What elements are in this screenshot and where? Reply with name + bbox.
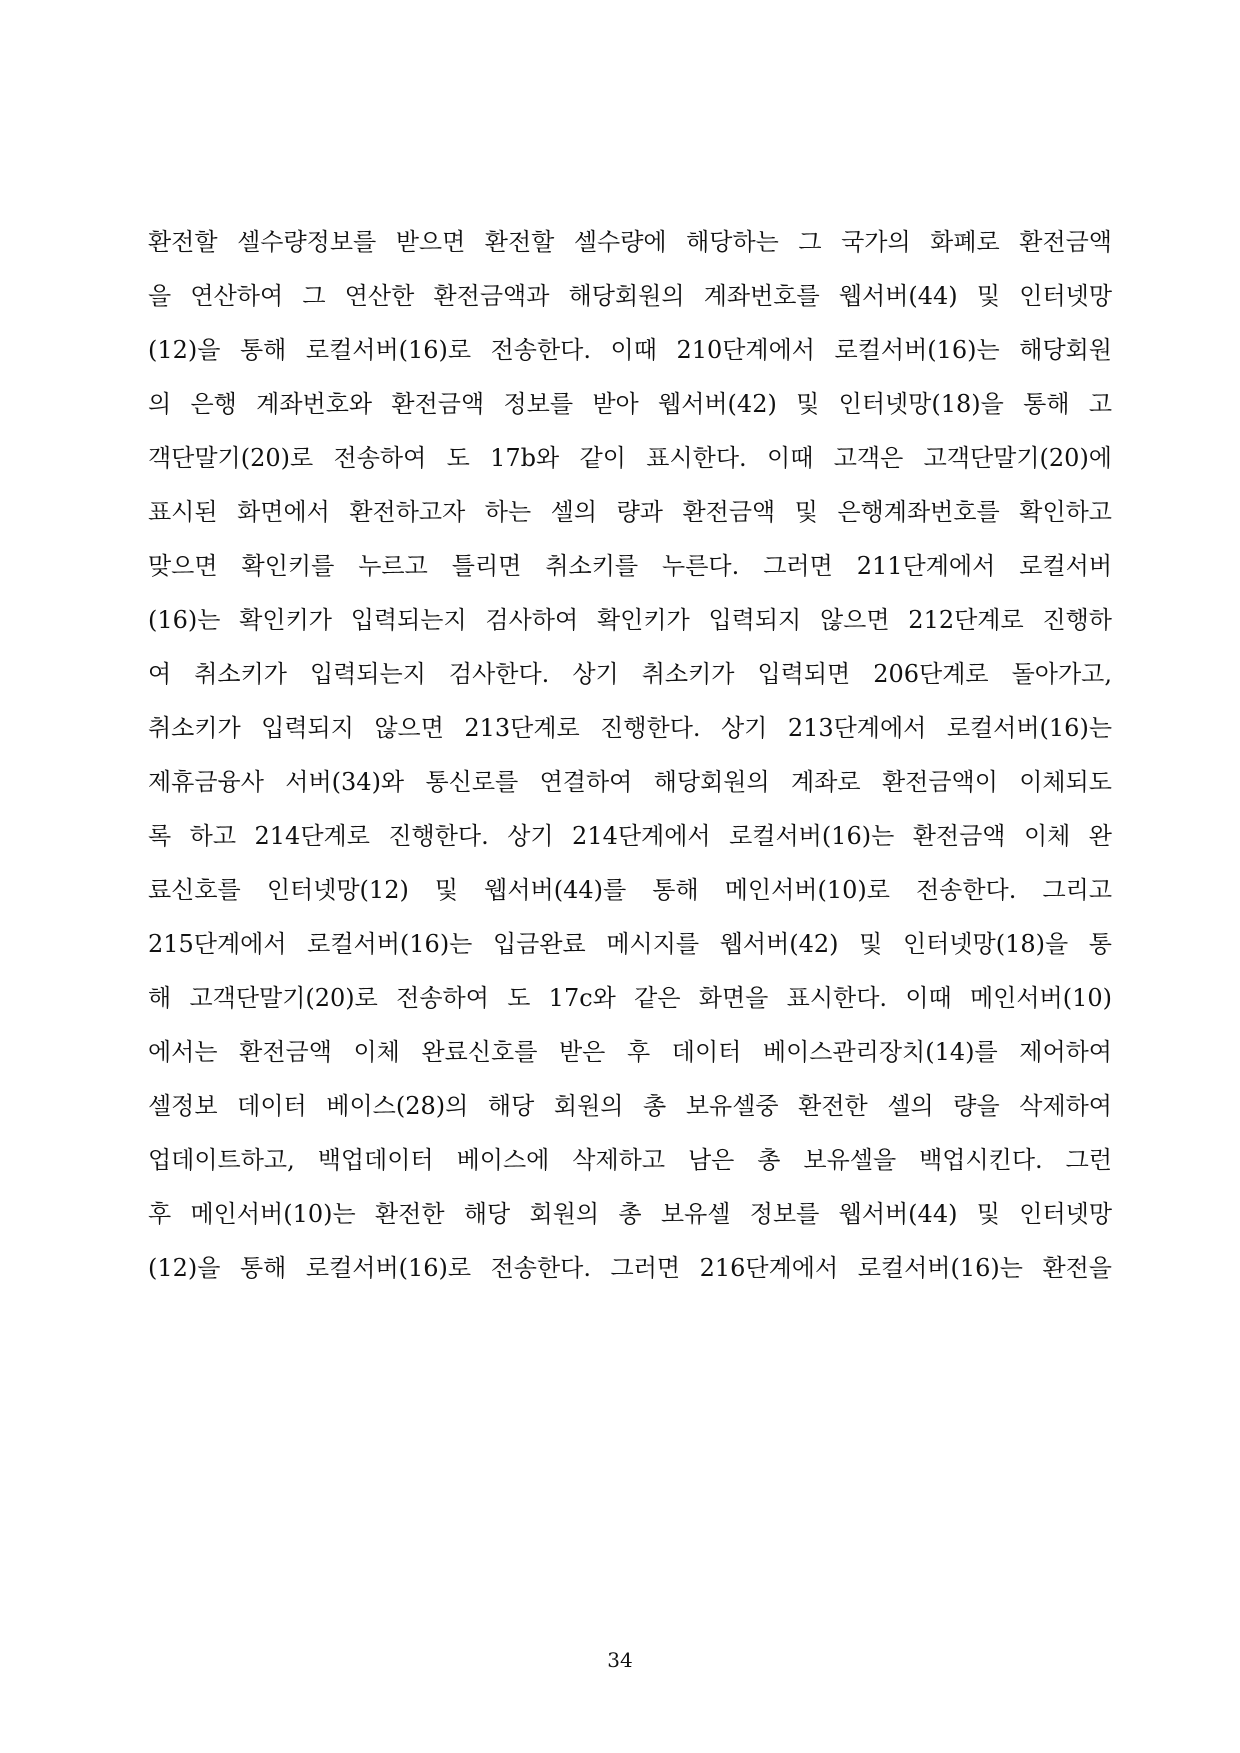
text-line: 료신호를 인터넷망(12) 및 웹서버(44)를 통해 메인서버(10)로 전송한다. 그리고: [148, 876, 1112, 904]
text-line: 셀정보 데이터 베이스(28)의 해당 회원의 총 보유셀중 환전한 셀의 량을 삭제하여: [148, 1092, 1112, 1120]
text-line: 후 메인서버(10)는 환전한 해당 회원의 총 보유셀 정보를 웹서버(44) 및 인터넷망: [148, 1200, 1112, 1228]
text-line: (12)을 통해 로컬서버(16)로 전송한다. 이때 210단계에서 로컬서버(16)는 해당회원: [148, 336, 1112, 364]
text-line: 을 연산하여 그 연산한 환전금액과 해당회원의 계좌번호를 웹서버(44) 및 인터넷망: [148, 282, 1112, 310]
text-line: 환전할 셀수량정보를 받으면 환전할 셀수량에 해당하는 그 국가의 화폐로 환전금액: [148, 228, 1112, 256]
text-line: (12)을 통해 로컬서버(16)로 전송한다. 그러면 216단계에서 로컬서버(16)는 환전을: [148, 1254, 1112, 1282]
body-paragraph: [148, 215, 1112, 1295]
text-line: 표시된 화면에서 환전하고자 하는 셀의 량과 환전금액 및 은행계좌번호를 확인하고: [148, 498, 1112, 526]
text-line: 취소키가 입력되지 않으면 213단계로 진행한다. 상기 213단계에서 로컬서버(16)는: [148, 714, 1112, 742]
text-line: (16)는 확인키가 입력되는지 검사하여 확인키가 입력되지 않으면 212단계로 진행하: [148, 606, 1112, 634]
text-line: 록 하고 214단계로 진행한다. 상기 214단계에서 로컬서버(16)는 환전금액 이체 완: [148, 822, 1112, 850]
text-line: 에서는 환전금액 이체 완료신호를 받은 후 데이터 베이스관리장치(14)를 제어하여: [148, 1038, 1112, 1066]
page-number: 34: [607, 1648, 633, 1672]
text-line: 215단계에서 로컬서버(16)는 입금완료 메시지를 웹서버(42) 및 인터넷망(18)을 통: [148, 930, 1112, 958]
text-line: 맞으면 확인키를 누르고 틀리면 취소키를 누른다. 그러면 211단계에서 로컬서버: [148, 552, 1112, 580]
text-line: 해 고객단말기(20)로 전송하여 도 17c와 같은 화면을 표시한다. 이때 메인서버(10): [148, 984, 1112, 1012]
text-line: 객단말기(20)로 전송하여 도 17b와 같이 표시한다. 이때 고객은 고객단말기(20)에: [148, 444, 1112, 472]
text-line: 여 취소키가 입력되는지 검사한다. 상기 취소키가 입력되면 206단계로 돌아가고,: [148, 660, 1112, 688]
text-line: 업데이트하고, 백업데이터 베이스에 삭제하고 남은 총 보유셀을 백업시킨다. 그런: [148, 1146, 1112, 1174]
text-line: 제휴금융사 서버(34)와 통신로를 연결하여 해당회원의 계좌로 환전금액이 이체되도: [148, 768, 1112, 796]
text-line: 의 은행 계좌번호와 환전금액 정보를 받아 웹서버(42) 및 인터넷망(18)을 통해 고: [148, 390, 1112, 418]
